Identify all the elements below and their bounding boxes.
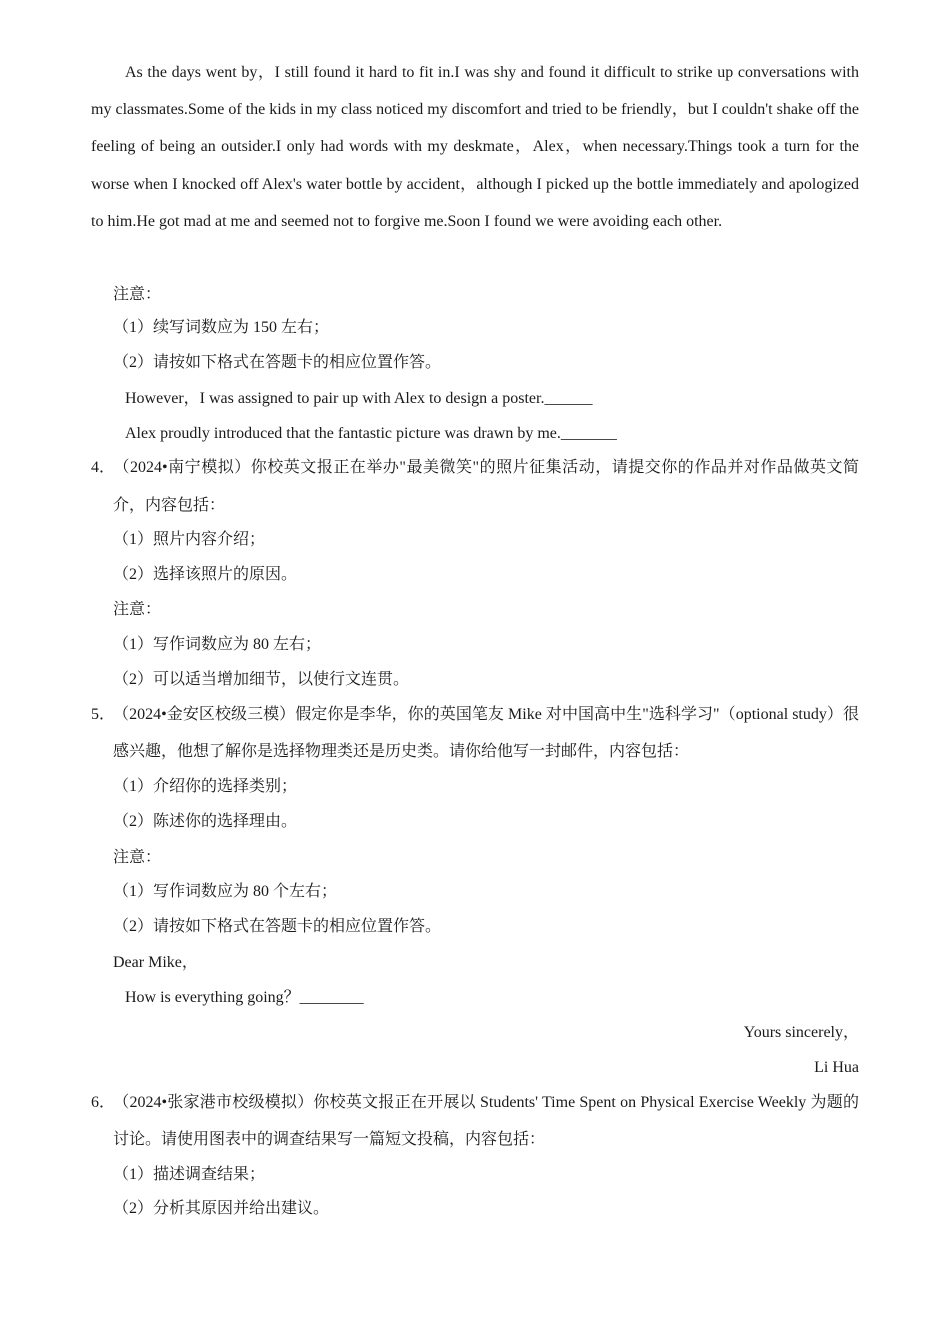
q3-note-item: （2）请按如下格式在答题卡的相应位置作答。 (113, 354, 442, 371)
story-passage: As the days went by，I still found it hard to fit in.I was shy and found it difficult to strike up conversations with my classmates.Some of the kids in my class noticed my discomfort and tried to be friendly，but I couldn't shake off the feeling of being an outsider.I only had words with my deskmate，Alex，when necessary.Things took a turn for the worse when I knocked off Alex's water bottle by accident，although I picked up the bottle immediately and apologized to him.He got mad at me and seemed not to forgive me.Soon I found we were avoiding each other. (91, 64, 859, 230)
q3-note-label: 注意： (113, 286, 162, 303)
q3-continuation-prompt: However，I was assigned to pair up with Alex to design a poster.______ (125, 390, 593, 407)
q5-note-label: 注意： (113, 849, 162, 866)
q3-note-item: （1）续写词数应为 150 左右； (113, 319, 330, 336)
question-number: 4． (91, 459, 116, 476)
letter-signature: Li Hua (814, 1059, 859, 1076)
q4-note-label: 注意： (113, 601, 162, 618)
q6-requirement: （2）分析其原因并给出建议。 (113, 1200, 330, 1217)
q4-note-item: （1）写作词数应为 80 左右； (113, 636, 322, 653)
q4-requirement: （2）选择该照片的原因。 (113, 566, 298, 583)
q4-requirement: （1）照片内容介绍； (113, 531, 266, 548)
q6-requirement: （1）描述调查结果； (113, 1166, 266, 1183)
q5-requirement: （2）陈述你的选择理由。 (113, 813, 298, 830)
question-text: （2024•金安区校级三模）假定你是李华，你的英国笔友 Mike 对中国高中生"选科学习"（optional study）很感兴趣，他想了解你是选择物理类还是历史类。请你给他写一封邮件，内容包括： (113, 706, 859, 760)
q3-continuation-prompt: Alex proudly introduced that the fantastic picture was drawn by me._______ (125, 425, 617, 442)
q5-note-item: （2）请按如下格式在答题卡的相应位置作答。 (113, 918, 442, 935)
q5-requirement: （1）介绍你的选择类别； (113, 778, 298, 795)
q5-note-item: （1）写作词数应为 80 个左右； (113, 883, 338, 900)
question-4-stem (91, 449, 859, 525)
letter-greeting: Dear Mike， (113, 954, 198, 971)
q4-note-item: （2）可以适当增加细节，以使行文连贯。 (113, 671, 410, 688)
question-text: （2024•张家港市校级模拟）你校英文报正在开展以 Students' Time Spent on Physical Exercise Weekly 为题的讨论。请使用图表中的调查结果写一篇短文投稿，内容包括： (113, 1094, 859, 1148)
letter-closing: Yours sincerely， (743, 1024, 859, 1041)
question-text: （2024•南宁模拟）你校英文报正在举办"最美微笑"的照片征集活动，请提交你的作品并对作品做英文简介，内容包括： (113, 459, 859, 514)
question-number: 5． (91, 706, 116, 723)
question-6-stem (91, 1084, 859, 1158)
letter-opening: How is everything going？________ (125, 989, 364, 1006)
question-number: 6． (91, 1094, 116, 1111)
question-5-stem (91, 696, 859, 770)
